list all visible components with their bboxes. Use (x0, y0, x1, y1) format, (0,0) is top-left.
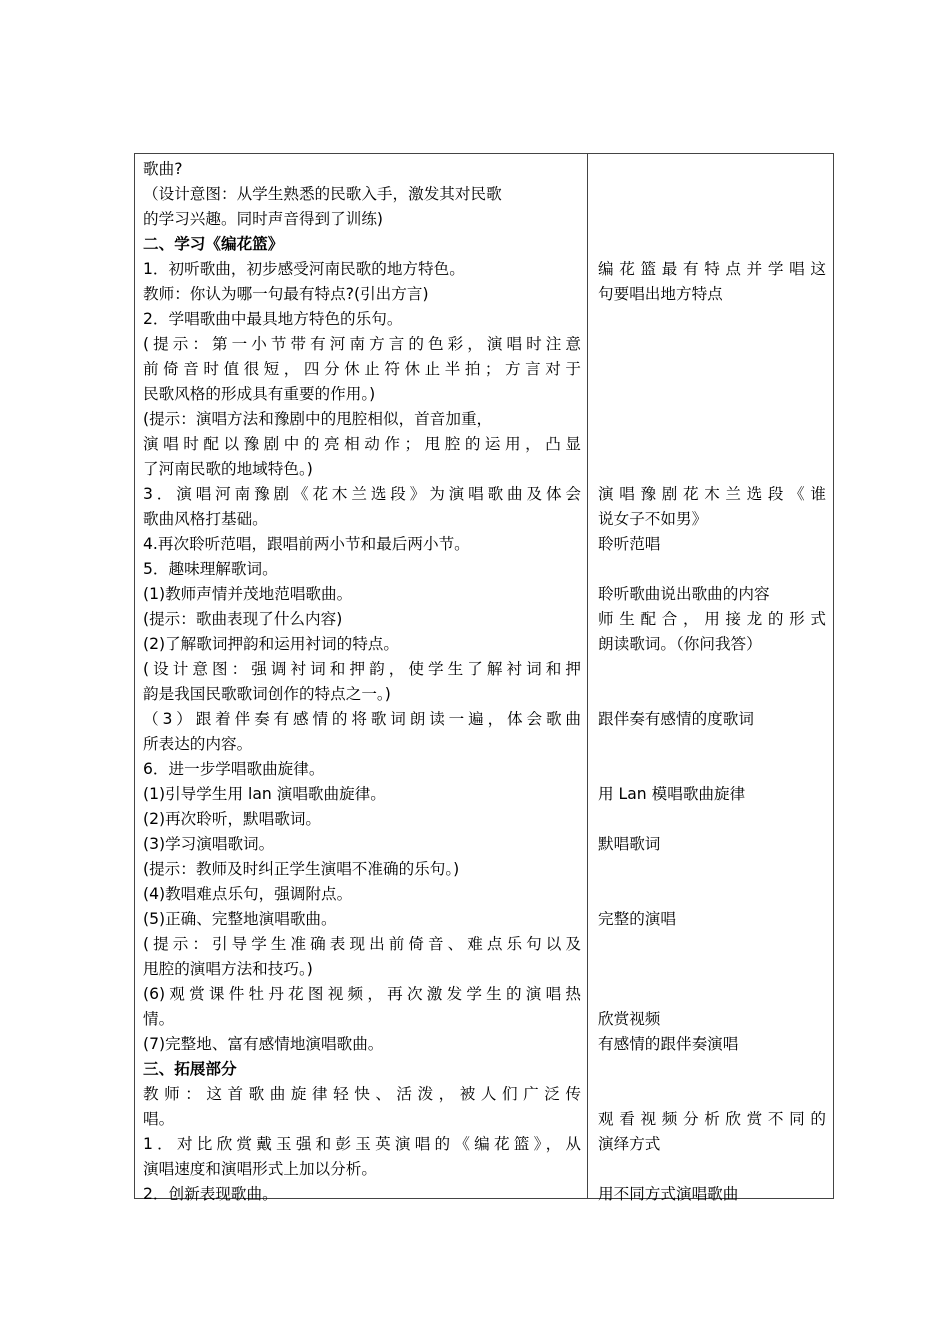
teaching-line: (2)再次聆听，默唱歌词。 (143, 810, 322, 828)
teaching-line: 5．趣味理解歌词。 (143, 560, 278, 578)
activity-line: 句要唱出地方特点 (598, 285, 723, 303)
teaching-line: (7)完整地、富有感情地演唱歌曲。 (143, 1035, 384, 1053)
teaching-line: (4)教唱难点乐句，强调附点。 (143, 885, 353, 903)
activity-line: 跟伴奏有感情的度歌词 (598, 710, 754, 728)
teaching-line: （3）跟着伴奏有感情的将歌词朗读一遍，体会歌曲 (143, 710, 581, 728)
activity-line: 欣赏视频 (598, 1010, 661, 1028)
teaching-line: 情。 (143, 1010, 175, 1028)
teaching-line: 1．初听歌曲，初步感受河南民歌的地方特色。 (143, 260, 465, 278)
teaching-line: 歌曲风格打基础。 (143, 510, 268, 528)
column-divider (587, 154, 588, 1198)
teaching-line: 2．学唱歌曲中最具地方特色的乐句。 (143, 310, 403, 328)
activity-line: 观看视频分析欣赏不同的 (598, 1110, 826, 1128)
teaching-line: (5)正确、完整地演唱歌曲。 (143, 910, 337, 928)
activity-line: 有感情的跟伴奏演唱 (598, 1035, 739, 1053)
teaching-line: 民歌风格的形成具有重要的作用。) (143, 385, 376, 403)
teaching-line: 唱。 (143, 1110, 175, 1128)
teaching-line: (设计意图：强调衬词和押韵，使学生了解衬词和押 (143, 660, 581, 678)
activity-line: 聆听范唱 (598, 535, 661, 553)
activity-line: 聆听歌曲说出歌曲的内容 (598, 585, 770, 603)
teaching-line: 了河南民歌的地域特色。) (143, 460, 313, 478)
teaching-line: (提示：歌曲表现了什么内容) (143, 610, 343, 628)
teaching-line: (提示：演唱方法和豫剧中的甩腔相似，首音加重， (143, 410, 493, 428)
activity-line: 师生配合，用接龙的形式 (598, 610, 826, 628)
teaching-line: 教师：你认为哪一句最有特点?(引出方言) (143, 285, 429, 303)
teaching-line: (提示：教师及时纠正学生演唱不准确的乐句。) (143, 860, 460, 878)
teaching-line: 演唱时配以豫剧中的亮相动作；甩腔的运用，凸显 (143, 435, 581, 453)
teaching-line: 歌曲? (143, 160, 183, 178)
activity-line: 默唱歌词 (598, 835, 661, 853)
teaching-line: (提示：引导学生准确表现出前倚音、难点乐句以及 (143, 935, 581, 953)
teaching-line: 二、学习《编花篮》 (143, 235, 284, 253)
teaching-line: 演唱速度和演唱形式上加以分析。 (143, 1160, 377, 1178)
activity-line: 用不同方式演唱歌曲 (598, 1185, 739, 1203)
teaching-line: (2)了解歌词押韵和运用衬词的特点。 (143, 635, 399, 653)
activity-line: 完整的演唱 (598, 910, 676, 928)
teaching-line: 甩腔的演唱方法和技巧。) (143, 960, 313, 978)
teaching-line: 教师：这首歌曲旋律轻快、活泼，被人们广泛传 (143, 1085, 581, 1103)
teaching-line: (1)引导学生用 lan 演唱歌曲旋律。 (143, 785, 386, 803)
lesson-plan-table (134, 153, 834, 1203)
activity-line: 说女子不如男》 (598, 510, 708, 528)
teaching-line: 1．对比欣赏戴玉强和彭玉英演唱的《编花篮》，从 (143, 1135, 581, 1153)
teaching-line: （设计意图：从学生熟悉的民歌入手，激发其对民歌 (143, 185, 502, 203)
teaching-line: 的学习兴趣。同时声音得到了训练) (143, 210, 383, 228)
teaching-line: 2．创新表现歌曲。 (143, 1185, 278, 1203)
activity-line: 演绎方式 (598, 1135, 661, 1153)
teaching-line: 所表达的内容。 (143, 735, 253, 753)
teaching-line: 前倚音时值很短，四分休止符休止半拍；方言对于 (143, 360, 581, 378)
teaching-line: 韵是我国民歌歌词创作的特点之一。) (143, 685, 391, 703)
teaching-line: 3．演唱河南豫剧《花木兰选段》为演唱歌曲及体会 (143, 485, 581, 503)
teaching-line: 4.再次聆听范唱，跟唱前两小节和最后两小节。 (143, 535, 470, 553)
teaching-line: 三、拓展部分 (143, 1060, 237, 1078)
teaching-line: (6)观赏课件牡丹花图视频，再次激发学生的演唱热 (143, 985, 581, 1003)
teaching-line: (3)学习演唱歌词。 (143, 835, 275, 853)
teaching-line: (1)教师声情并茂地范唱歌曲。 (143, 585, 353, 603)
activity-line: 编花篮最有特点并学唱这 (598, 260, 826, 278)
teaching-line: 6．进一步学唱歌曲旋律。 (143, 760, 325, 778)
activity-line: 演唱豫剧花木兰选段《谁 (598, 485, 826, 503)
activity-line: 朗读歌词。（你问我答） (598, 635, 762, 653)
activity-line: 用 Lan 模唱歌曲旋律 (598, 785, 746, 803)
teaching-line: (提示：第一小节带有河南方言的色彩，演唱时注意 (143, 335, 581, 353)
